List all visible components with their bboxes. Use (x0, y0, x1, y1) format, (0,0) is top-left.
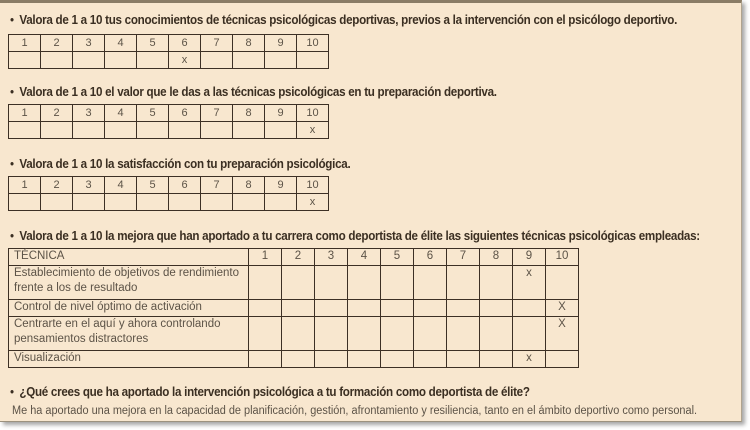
mark-cell (315, 317, 348, 351)
scale-header-row (9, 105, 329, 122)
scale-cell: 1 (9, 105, 41, 122)
mark-cell (348, 266, 381, 300)
mark-cell (447, 351, 480, 368)
scale-cell: 8 (233, 105, 265, 122)
mark-cell (137, 122, 169, 139)
mark-cell (414, 266, 447, 300)
scale-cell: 1 (9, 35, 41, 52)
mark-cell (348, 300, 381, 317)
mark-cell (249, 300, 282, 317)
technique-name: Control de nivel óptimo de activación (9, 300, 249, 317)
scale-cell: 8 (233, 177, 265, 194)
mark-cell (414, 300, 447, 317)
bullet: • (10, 13, 14, 27)
mark-cell (137, 194, 169, 211)
scale-cell: 4 (105, 35, 137, 52)
scale-cell: 7 (201, 177, 233, 194)
bullet: • (10, 229, 14, 243)
mark-cell (105, 194, 137, 211)
mark-cell (447, 300, 480, 317)
scale-cell: 4 (105, 105, 137, 122)
scale-cell: 6 (169, 105, 201, 122)
header-cell: 2 (282, 249, 315, 266)
mark-cell (73, 52, 105, 69)
mark-cell (169, 194, 201, 211)
mark-cell (447, 266, 480, 300)
mark-cell (381, 266, 414, 300)
technique-name: Visualización (9, 351, 249, 368)
scale-header-row (9, 177, 329, 194)
mark-cell (348, 351, 381, 368)
scale-cell: 10 (297, 105, 329, 122)
mark-cell (73, 122, 105, 139)
scale-cell: 8 (233, 35, 265, 52)
mark-cell: x (513, 351, 546, 368)
scale-cell: 7 (201, 105, 233, 122)
mark-cell (233, 52, 265, 69)
mark-cell (265, 52, 297, 69)
scale-cell: 10 (297, 177, 329, 194)
mark-cell (201, 194, 233, 211)
mark-cell (282, 351, 315, 368)
mark-cell (169, 122, 201, 139)
mark-cell (414, 351, 447, 368)
mark-cell (41, 52, 73, 69)
scale-cell: 5 (137, 35, 169, 52)
technique-row (9, 351, 579, 368)
scale-mark-row (9, 194, 329, 211)
mark-cell: X (546, 317, 579, 351)
scale-cell: 6 (169, 177, 201, 194)
technique-header-row (9, 249, 579, 266)
scale-header-row (9, 35, 329, 52)
scale-cell: 6 (169, 35, 201, 52)
mark-cell (41, 122, 73, 139)
scale-cell: 9 (265, 105, 297, 122)
scale-table-3 (8, 176, 329, 211)
technique-row (9, 317, 579, 351)
mark-cell (9, 194, 41, 211)
mark-cell (381, 351, 414, 368)
mark-cell (282, 317, 315, 351)
header-cell: 5 (381, 249, 414, 266)
header-cell: 1 (249, 249, 282, 266)
question-1 (10, 13, 677, 27)
scale-cell: 1 (9, 177, 41, 194)
mark-cell (201, 122, 233, 139)
mark-cell (297, 52, 329, 69)
mark-cell: x (169, 52, 201, 69)
scale-mark-row (9, 52, 329, 69)
mark-cell (249, 351, 282, 368)
header-cell: 7 (447, 249, 480, 266)
question-5 (10, 385, 530, 399)
mark-cell (233, 194, 265, 211)
scale-table-2 (8, 104, 329, 139)
scale-cell: 2 (41, 35, 73, 52)
mark-cell (513, 300, 546, 317)
mark-cell (9, 52, 41, 69)
scale-cell: 7 (201, 35, 233, 52)
mark-cell: x (513, 266, 546, 300)
mark-cell (282, 300, 315, 317)
mark-cell (381, 317, 414, 351)
mark-cell (233, 122, 265, 139)
mark-cell (546, 351, 579, 368)
header-cell: TÉCNICA (9, 249, 249, 266)
technique-row (9, 300, 579, 317)
question-5-answer: Me ha aportado una mejora en la capacidad de planificación, gestión, afrontamiento y resiliencia, tanto en el ámbito deportivo como personal. (12, 405, 698, 417)
mark-cell (381, 300, 414, 317)
mark-cell: x (297, 194, 329, 211)
mark-cell (105, 122, 137, 139)
question-2-text: Valora de 1 a 10 el valor que le das a las técnicas psicológicas en tu preparación deportiva. (19, 85, 497, 99)
question-3-text: Valora de 1 a 10 la satisfacción con tu preparación psicológica. (19, 157, 351, 171)
header-cell: 4 (348, 249, 381, 266)
scale-cell: 2 (41, 177, 73, 194)
scale-cell: 4 (105, 177, 137, 194)
header-cell: 6 (414, 249, 447, 266)
bullet: • (10, 385, 14, 399)
header-cell: 3 (315, 249, 348, 266)
mark-cell (348, 317, 381, 351)
scale-cell: 3 (73, 105, 105, 122)
technique-name: Establecimiento de objetivos de rendimiento frente a los de resultado (9, 266, 249, 300)
mark-cell (282, 266, 315, 300)
mark-cell (201, 52, 233, 69)
mark-cell (265, 122, 297, 139)
mark-cell: x (297, 122, 329, 139)
scale-cell: 9 (265, 177, 297, 194)
question-5-text: ¿Qué crees que ha aportado la intervención psicológica a tu formación como deportista de élite? (19, 385, 530, 399)
mark-cell (513, 317, 546, 351)
scale-mark-row (9, 122, 329, 139)
question-4-text: Valora de 1 a 10 la mejora que han aportado a tu carrera como deportista de élite las siguientes técnicas psicológicas empleadas: (19, 229, 700, 243)
scale-cell: 9 (265, 35, 297, 52)
question-3 (10, 157, 350, 171)
scale-cell: 5 (137, 105, 169, 122)
mark-cell (315, 266, 348, 300)
mark-cell (73, 194, 105, 211)
scale-cell: 3 (73, 177, 105, 194)
technique-table (8, 248, 579, 368)
mark-cell (249, 266, 282, 300)
mark-cell (249, 317, 282, 351)
mark-cell (546, 266, 579, 300)
bullet: • (10, 157, 14, 171)
question-2 (10, 85, 497, 99)
scale-cell: 2 (41, 105, 73, 122)
header-cell: 10 (546, 249, 579, 266)
mark-cell (41, 194, 73, 211)
mark-cell (447, 317, 480, 351)
scale-cell: 3 (73, 35, 105, 52)
mark-cell (105, 52, 137, 69)
header-cell: 9 (513, 249, 546, 266)
question-1-text: Valora de 1 a 10 tus conocimientos de técnicas psicológicas deportivas, previos a la intervención con el psicólogo deportivo. (19, 13, 678, 27)
mark-cell (480, 300, 513, 317)
technique-name: Centrarte en el aquí y ahora controlando pensamientos distractores (9, 317, 249, 351)
mark-cell (480, 266, 513, 300)
bullet: • (10, 85, 14, 99)
question-4 (10, 229, 700, 243)
mark-cell (480, 351, 513, 368)
mark-cell (137, 52, 169, 69)
header-cell: 8 (480, 249, 513, 266)
mark-cell (265, 194, 297, 211)
mark-cell (480, 317, 513, 351)
scale-cell: 10 (297, 35, 329, 52)
scale-table-1 (8, 34, 329, 69)
mark-cell: X (546, 300, 579, 317)
mark-cell (414, 317, 447, 351)
mark-cell (315, 351, 348, 368)
mark-cell (315, 300, 348, 317)
technique-row (9, 266, 579, 300)
scale-cell: 5 (137, 177, 169, 194)
mark-cell (9, 122, 41, 139)
